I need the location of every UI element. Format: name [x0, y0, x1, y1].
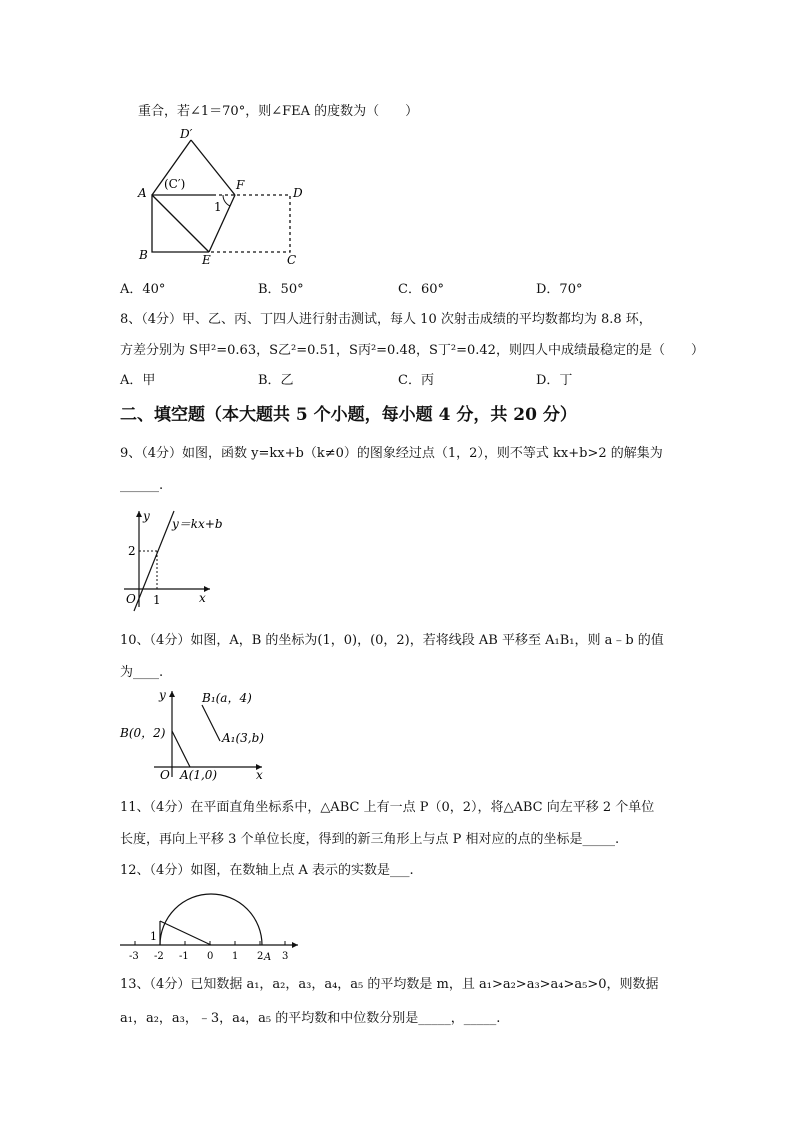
q9-label-equation: y＝kx+b: [172, 517, 223, 531]
q12-tick-label: 3: [282, 951, 289, 962]
q12-tick-label: -2: [154, 951, 164, 962]
q8-line2: 方差分别为 S甲²=0.63，S乙²=0.51，S丙²=0.48，S丁²=0.42，则四人中成绩最稳定的是（ ）: [120, 343, 704, 358]
q7-figure: [130, 125, 310, 265]
q7-label-f: F: [236, 178, 245, 192]
q12-tick-label: 2: [257, 951, 264, 962]
q11-line1: 11、（4分）在平面直角坐标系中，△ABC 上有一点 P（0，2），将△ABC 向左平移 2 个单位: [120, 800, 655, 815]
q12-semicircle: [160, 894, 262, 945]
q12-figure: [118, 890, 308, 970]
q7-angle1-arc: [223, 195, 230, 206]
q10-label-y: y: [159, 688, 166, 702]
q10-line1: 10、（4分）如图，A，B 的坐标为(1，0)，(0，2)，若将线段 AB 平移至 A₁B₁，则 a﹣b 的值: [120, 633, 664, 648]
q10-segment-ab: [172, 731, 190, 767]
q8-line1: 8、（4分）甲、乙、丙、丁四人进行射击测试，每人 10 次射击成绩的平均数都均为 8.8 环，: [120, 312, 652, 327]
q9-figure: [118, 503, 228, 613]
q10-segment-a1b1: [202, 705, 220, 741]
q12-tick-label: -1: [179, 951, 189, 962]
q10-line2: 为____.: [120, 665, 164, 680]
q9-y-arrow: [136, 511, 142, 517]
q7-diagonal-ae: [152, 195, 209, 252]
q7-line-d1f: [191, 140, 235, 195]
q8-option-c[interactable]: C．丙: [398, 373, 434, 388]
q7-label-c: C: [287, 253, 297, 267]
q10-label-b1: B₁(a，4): [202, 691, 252, 705]
q12-line1: 12、（4分）如图，在数轴上点 A 表示的实数是___.: [120, 863, 414, 878]
q12-tick-label: -3: [129, 951, 139, 962]
q7-label-1: 1: [214, 200, 222, 214]
q7-label-d: D: [293, 186, 303, 200]
q8-option-d[interactable]: D．丁: [536, 373, 573, 388]
q10-label-a: A(1,0): [180, 768, 218, 782]
q9-label-1: 1: [153, 593, 161, 607]
q9-label-x: x: [199, 591, 206, 605]
q12-tick-label: 1: [232, 951, 239, 962]
q9-line2: ______.: [120, 478, 164, 493]
q11-line2: 长度，再向上平移 3 个单位长度，得到的新三角形上与点 P 相对应的点的坐标是_____.: [120, 832, 620, 847]
q7-option-c[interactable]: C．60°: [398, 282, 444, 297]
q7-option-d[interactable]: D．70°: [536, 282, 583, 297]
q7-option-b[interactable]: B．50°: [258, 282, 304, 297]
q8-option-a[interactable]: A．甲: [120, 373, 156, 388]
q7-fold-ef: [209, 195, 235, 252]
q12-tick-label: 0: [207, 951, 214, 962]
q10-label-b: B(0，2): [120, 726, 166, 740]
q10-figure: [118, 685, 278, 785]
q9-line1: 9、（4分）如图，函数 y=kx+b（k≠0）的图象经过点（1，2），则不等式 kx+b>2 的解集为: [120, 446, 663, 461]
q10-label-x: x: [256, 768, 263, 782]
q12-label-1: 1: [150, 930, 157, 943]
q12-label-a: A: [264, 952, 272, 963]
section2-title: 二、填空题（本大题共 5 个小题，每小题 4 分，共 20 分）: [120, 405, 577, 425]
q7-label-c1: (C′): [164, 177, 186, 191]
q9-label-2: 2: [128, 544, 136, 558]
q7-label-d1: D′: [180, 127, 193, 141]
q7-label-e: E: [202, 253, 211, 267]
q7-label-b: B: [139, 248, 148, 262]
q10-y-arrow: [169, 691, 175, 697]
q7-label-a: A: [138, 186, 147, 200]
q10-label-o: O: [160, 768, 170, 782]
q7-stem-tail: 重合，若∠1＝70°，则∠FEA 的度数为（ ）: [138, 104, 419, 119]
q9-label-y: y: [143, 509, 150, 523]
q9-label-o: O: [126, 592, 136, 606]
q12-axis-arrow: [292, 942, 298, 948]
q7-option-a[interactable]: A．40°: [120, 282, 166, 297]
q13-line2: a₁，a₂，a₃，﹣3，a₄，a₅ 的平均数和中位数分别是_____，_____.: [120, 1011, 501, 1026]
q8-option-b[interactable]: B．乙: [258, 373, 294, 388]
q13-line1: 13、（4分）已知数据 a₁，a₂，a₃，a₄，a₅ 的平均数是 m，且 a₁>a₂>a₃>a₄>a₅>0，则数据: [120, 977, 659, 992]
q10-label-a1: A₁(3,b): [222, 731, 264, 745]
